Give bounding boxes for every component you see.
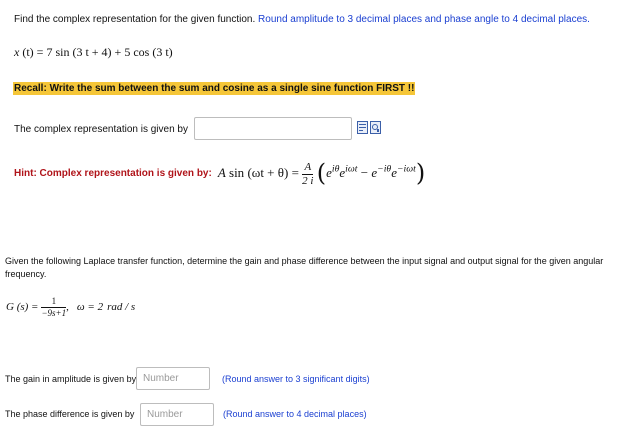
recall-note-wrap bbox=[13, 83, 415, 94]
preview-icon[interactable] bbox=[370, 121, 381, 134]
gain-note: (Round answer to 3 significant digits) bbox=[222, 374, 370, 384]
preview-glyph bbox=[371, 122, 380, 133]
tf-unit: rad / s bbox=[107, 301, 136, 313]
transfer-function bbox=[6, 294, 135, 320]
fn-c1: 7 bbox=[46, 45, 53, 59]
fn-sin-arg: (3 t + 4) bbox=[72, 45, 112, 59]
hint-e3-exp: −iθ bbox=[377, 163, 392, 175]
q1-function bbox=[14, 45, 173, 60]
tf-omega: ω = 2 bbox=[76, 301, 104, 313]
hint-fraction bbox=[302, 162, 313, 187]
tf-den: −9s+1 bbox=[41, 307, 67, 318]
fn-cos: cos bbox=[133, 45, 150, 59]
tf-lhs: G (s) = bbox=[6, 301, 39, 313]
hint-e2: e bbox=[339, 165, 346, 180]
complex-answer-input[interactable] bbox=[194, 117, 352, 140]
complex-answer-label: The complex representation is given by bbox=[14, 124, 188, 135]
hint-amp: A bbox=[217, 165, 226, 180]
tf-num: 1 bbox=[41, 297, 66, 308]
gain-label: The gain in amplitude is given by bbox=[5, 374, 137, 384]
fn-c2: 5 bbox=[124, 45, 131, 59]
phase-note: (Round answer to 4 decimal places) bbox=[223, 409, 367, 419]
hint-e1-exp: iθ bbox=[331, 163, 340, 175]
phase-input[interactable] bbox=[140, 403, 214, 426]
fn-lhs: x bbox=[14, 45, 20, 59]
phase-label: The phase difference is given by bbox=[5, 409, 135, 419]
hint-minus: − bbox=[360, 165, 369, 180]
hint-formula bbox=[218, 159, 425, 187]
hint-e2-exp: iωt bbox=[345, 163, 358, 175]
hint-open-paren: ( bbox=[316, 159, 327, 187]
fn-arg: (t) bbox=[22, 45, 34, 59]
q2-instruction: Given the following Laplace transfer function, determine the gain and phase difference between the input signal and output signal for the given angular frequency. bbox=[5, 256, 604, 279]
hint-label: Hint: Complex representation is given by: bbox=[14, 167, 212, 179]
hint-frac-num: A bbox=[302, 162, 313, 175]
fn-plus: + bbox=[114, 45, 122, 59]
hint-eq: = bbox=[291, 165, 299, 180]
hint-e3: e bbox=[371, 165, 378, 180]
tf-sep: , bbox=[66, 301, 69, 313]
hint-e4-exp: −iωt bbox=[396, 163, 416, 175]
q1-instruction: Find the complex representation for the given function. bbox=[14, 14, 256, 25]
recall-note: Recall: Write the sum between the sum and cosine as a single sine function FIRST !! bbox=[14, 83, 415, 94]
tf-fraction bbox=[41, 297, 66, 318]
q1-instruction-line bbox=[14, 14, 590, 25]
fn-cos-arg: (3 t) bbox=[152, 45, 173, 59]
hint-e4: e bbox=[391, 165, 397, 180]
equation-editor-icon[interactable] bbox=[357, 121, 368, 134]
gain-input[interactable] bbox=[136, 367, 210, 390]
equation-editor-glyph bbox=[358, 122, 367, 133]
fn-sin: sin bbox=[55, 45, 70, 59]
hint-arg: (ωt + θ) bbox=[247, 165, 289, 180]
q1-rounding-note: Round amplitude to 3 decimal places and phase angle to 4 decimal places. bbox=[258, 14, 590, 25]
fn-equals: = bbox=[36, 45, 44, 59]
hint-close-paren: ) bbox=[415, 159, 426, 187]
hint-sin: sin bbox=[229, 165, 245, 180]
hint-e1: e bbox=[326, 165, 332, 180]
hint-row bbox=[14, 156, 425, 190]
hint-frac-den: 2 i bbox=[302, 174, 314, 187]
